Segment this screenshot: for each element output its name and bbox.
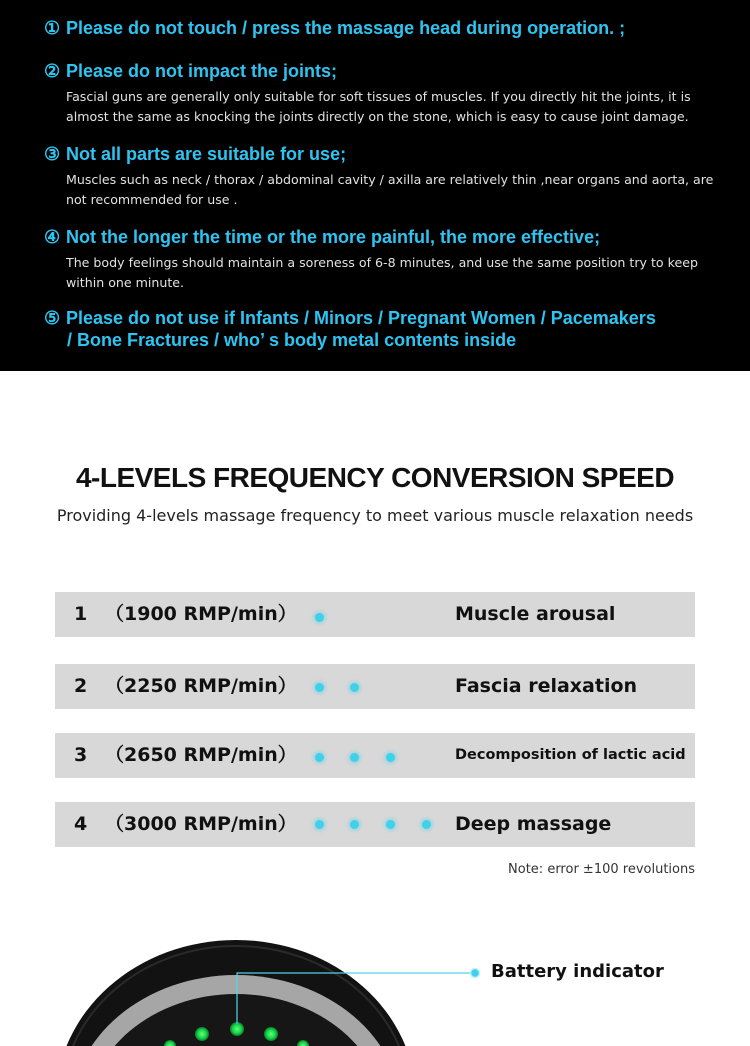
warning-item-1 bbox=[44, 17, 734, 39]
speed-level-number: 2 bbox=[74, 675, 88, 697]
speed-indicator-dot bbox=[315, 613, 324, 622]
error-note: Note: error ±100 revolutions bbox=[508, 862, 695, 877]
section-title: 4-LEVELS FREQUENCY CONVERSION SPEED bbox=[75, 462, 675, 493]
warning-item-2 bbox=[44, 60, 734, 127]
warning-body: Muscles such as neck / thorax / abdominal cavity / axilla are relatively thin ,near organs and aorta, are not recommended for use . bbox=[66, 172, 714, 207]
speed-mode-name: Deep massage bbox=[455, 813, 612, 835]
warning-body: The body feelings should maintain a soreness of 6-8 minutes, and use the same position try to keep within one minute. bbox=[66, 255, 698, 290]
callout-dot bbox=[471, 969, 480, 978]
speed-indicator-dot bbox=[350, 820, 359, 829]
speed-rpm: （2250 RMP/min） bbox=[105, 675, 297, 697]
warning-number: ③ bbox=[44, 144, 61, 164]
speed-level-row-1 bbox=[55, 592, 695, 637]
speed-mode-name: Decomposition of lactic acid bbox=[455, 747, 686, 763]
speed-indicator-dot bbox=[386, 753, 395, 762]
speed-indicator-dot bbox=[315, 753, 324, 762]
speed-indicator-dot bbox=[386, 820, 395, 829]
speed-indicator-dot bbox=[422, 820, 431, 829]
warnings-panel bbox=[0, 0, 750, 371]
warning-number: ⑤ bbox=[44, 308, 61, 328]
speed-indicator-dot bbox=[350, 683, 359, 692]
warning-title: Please do not use if Infants / Minors / Pregnant Women / Pacemakers bbox=[66, 308, 656, 328]
warning-body: Fascial guns are generally only suitable for soft tissues of muscles. If you directly hit the joints, it is almost the same as knocking the joints directly on the stone, which is easy to cause joint damage. bbox=[66, 89, 691, 124]
warning-title: Not all parts are suitable for use; bbox=[66, 144, 347, 164]
speed-level-number: 3 bbox=[74, 744, 88, 766]
battery-indicator-label: Battery indicator bbox=[491, 961, 664, 982]
warning-title-continued: / Bone Fractures / who’ s body metal contents inside bbox=[67, 330, 517, 350]
speed-indicator-dot bbox=[350, 753, 359, 762]
battery-led-icon bbox=[195, 1027, 209, 1041]
battery-led-icon bbox=[264, 1027, 278, 1041]
speed-rpm: （2650 RMP/min） bbox=[105, 744, 297, 766]
warning-number: ④ bbox=[44, 227, 61, 247]
speed-level-number: 1 bbox=[74, 603, 88, 625]
speed-indicator-dot bbox=[315, 683, 324, 692]
warning-title: Please do not impact the joints; bbox=[66, 61, 338, 81]
warning-item-3 bbox=[44, 143, 734, 210]
warning-title: Please do not touch / press the massage head during operation. ; bbox=[66, 18, 626, 38]
warning-title: Not the longer the time or the more painful, the more effective; bbox=[66, 227, 601, 247]
warning-item-5 bbox=[44, 307, 734, 351]
battery-led-icon bbox=[230, 1022, 244, 1036]
speed-indicator-dot bbox=[315, 820, 324, 829]
warning-item-4 bbox=[44, 226, 734, 293]
device-top-illustration bbox=[0, 930, 750, 1046]
speed-rpm: （3000 RMP/min） bbox=[105, 813, 297, 835]
warning-number: ② bbox=[44, 61, 61, 81]
speed-rpm: （1900 RMP/min） bbox=[105, 603, 297, 625]
speed-level-row-4 bbox=[55, 802, 695, 847]
speed-level-row-2 bbox=[55, 664, 695, 709]
speed-level-number: 4 bbox=[74, 813, 88, 835]
section-subtitle: Providing 4-levels massage frequency to meet various muscle relaxation needs bbox=[56, 506, 694, 525]
speed-mode-name: Muscle arousal bbox=[455, 603, 616, 625]
speed-level-row-3 bbox=[55, 733, 695, 778]
speed-mode-name: Fascia relaxation bbox=[455, 675, 638, 697]
warning-number: ① bbox=[44, 18, 61, 38]
